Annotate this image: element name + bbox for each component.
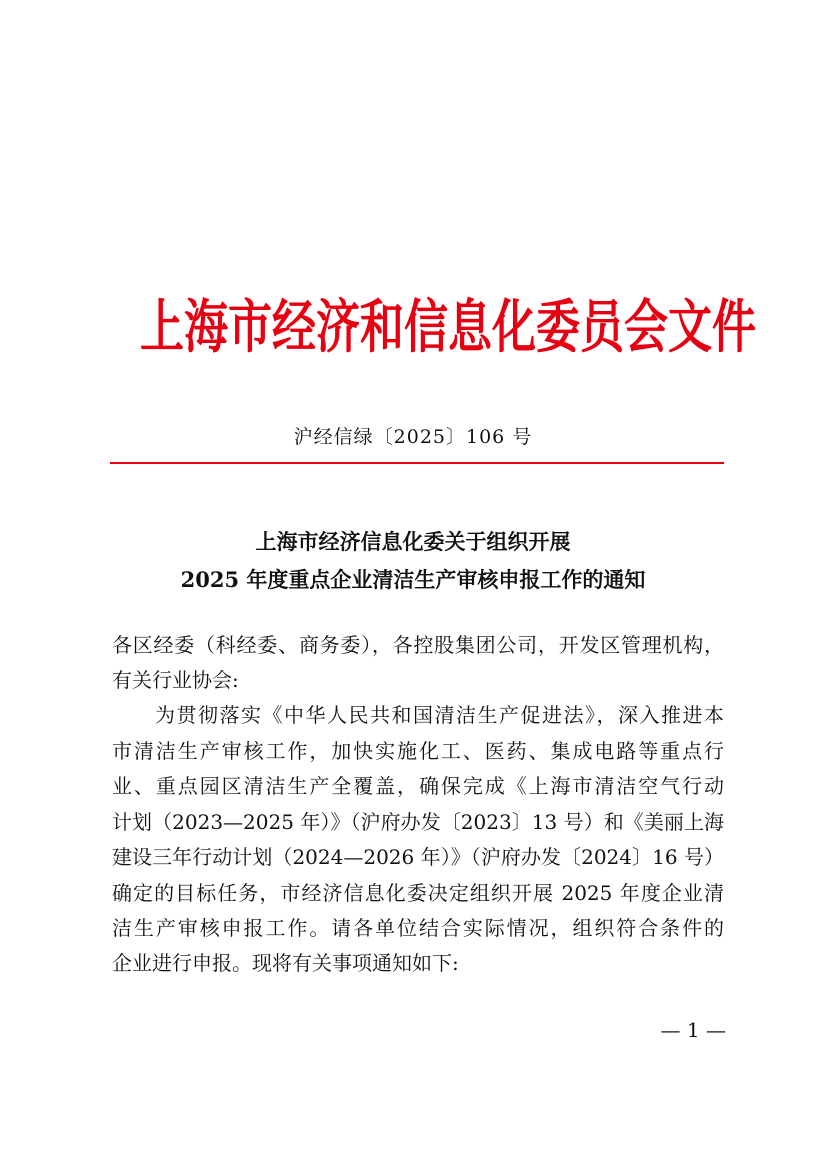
body-line: 建设三年行动计划（2024—2026 年）》（沪府办发〔2024〕16 号）	[112, 845, 724, 869]
document-title-line-1: 上海市经济信息化委关于组织开展	[255, 529, 571, 554]
salutation-line-1: 各区经委（科经委、商务委），各控股集团公司，开发区管理机构，	[112, 633, 724, 657]
body-line: 市清洁生产审核工作，加快实施化工、医药、集成电路等重点行	[112, 739, 724, 763]
body-line: 业、重点园区清洁生产全覆盖，确保完成《上海市清洁空气行动	[112, 774, 724, 798]
red-divider	[110, 462, 724, 464]
document-number: 沪经信绿〔2025〕106 号	[293, 426, 533, 448]
document-header: 上海市经济和信息化委员会文件	[140, 294, 756, 361]
document-title-line-2: 2025 年度重点企业清洁生产审核申报工作的通知	[180, 567, 646, 592]
body-line: 洁生产审核申报工作。请各单位结合实际情况，组织符合条件的	[112, 916, 724, 940]
page-number: — 1 —	[660, 1018, 726, 1042]
body-line: 企业进行申报。现将有关事项通知如下:	[112, 951, 459, 975]
salutation-line-2: 有关行业协会:	[112, 668, 239, 692]
body-line: 计划（2023—2025 年）》（沪府办发〔2023〕13 号）和《美丽上海	[112, 810, 724, 834]
body-line: 确定的目标任务，市经济信息化委决定组织开展 2025 年度企业清	[112, 881, 724, 905]
body-line: 为贯彻落实《中华人民共和国清洁生产促进法》，深入推进本	[155, 703, 724, 727]
